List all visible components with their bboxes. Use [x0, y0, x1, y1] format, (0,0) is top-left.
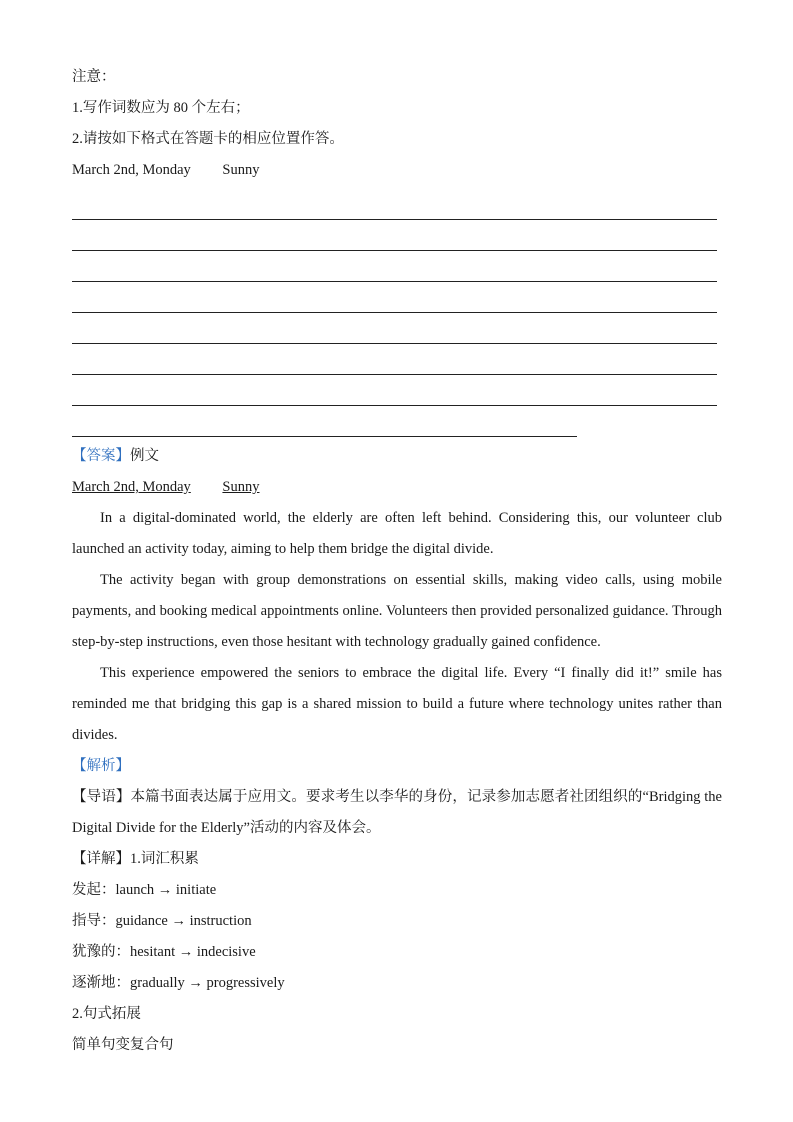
writing-line — [72, 344, 717, 375]
writing-line — [72, 313, 717, 344]
writing-line — [72, 220, 717, 251]
document-page — [72, 62, 722, 1061]
guide-paragraph — [72, 782, 722, 844]
answer-date: March 2nd, Monday — [72, 479, 191, 495]
notes-heading: 注意： — [72, 69, 116, 85]
writing-line — [72, 375, 717, 406]
format-date-line — [72, 155, 722, 186]
format-weather: Sunny — [222, 162, 260, 178]
answer-paragraph-2: The activity began with group demonstrations on essential skills, making video calls, using mobile payments, and booking medical appointments online. Volunteers then provided personalized guidance. Through step-by-step instructions, even those hesitant with technology gradually gained confidence. — [72, 572, 722, 650]
writing-line — [72, 282, 717, 313]
guide-text: 本篇书面表达属于应用文。要求考生以李华的身份，记录参加志愿者社团组织的“Bridging the Digital Divide for the Elderly”活动的内容及体会。 — [72, 789, 722, 836]
writing-lines — [72, 189, 722, 437]
vocab-item: 指导：guidance → instruction — [72, 913, 252, 929]
note-item-2: 2.请按如下格式在答题卡的相应位置作答。 — [72, 131, 344, 147]
writing-line — [72, 406, 577, 437]
answer-heading — [72, 441, 722, 472]
answer-paragraph-1: In a digital-dominated world, the elderly are often left behind. Considering this, our volunteer club launched an activity today, aiming to help them bridge the digital divide. — [72, 510, 722, 557]
guide-tag: 【导语】 — [72, 789, 131, 805]
answer-weather: Sunny — [222, 479, 260, 495]
writing-line — [72, 251, 717, 282]
detail-heading — [72, 844, 722, 875]
format-date: March 2nd, Monday — [72, 162, 191, 178]
vocab-item: 犹豫的：hesitant → indecisive — [72, 944, 256, 960]
answer-date-line — [72, 472, 722, 503]
analysis-tag: 【解析】 — [72, 758, 130, 774]
answer-paragraph-3: This experience empowered the seniors to embrace the digital life. Every “I finally did it!” smile has reminded me that bridging this gap is a shared mission to build a future where technology unites rather than divides. — [72, 665, 722, 743]
answer-tag: 【答案】 — [72, 448, 130, 464]
note-item-1: 1.写作词数应为 80 个左右； — [72, 100, 250, 116]
analysis-heading — [72, 751, 722, 782]
answer-label: 例文 — [130, 448, 159, 464]
section-2-subtitle: 简单句变复合句 — [72, 1037, 174, 1053]
vocab-item: 逐渐地：gradually → progressively — [72, 975, 285, 991]
writing-line — [72, 189, 717, 220]
detail-title: 1.词汇积累 — [130, 851, 199, 867]
detail-tag: 【详解】 — [72, 851, 130, 867]
section-2-title: 2.句式拓展 — [72, 1006, 141, 1022]
vocab-item: 发起：launch → initiate — [72, 882, 217, 898]
